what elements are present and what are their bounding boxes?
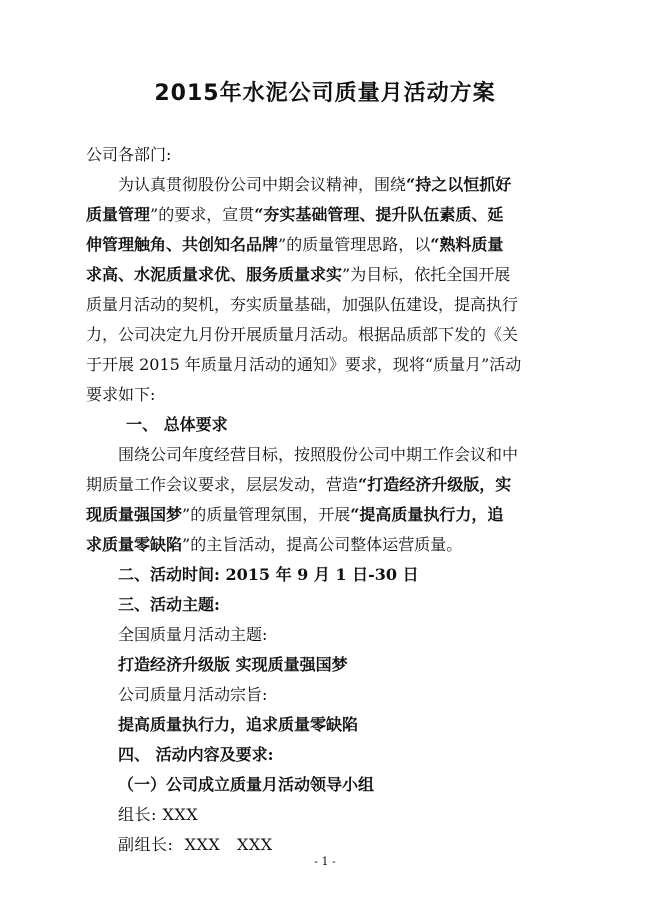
salutation: 公司各部门: (86, 145, 172, 164)
section-2-heading: 二、活动时间: 2015 年 9 月 1 日-30 日 (118, 565, 419, 584)
bold-text-run: “熟料质量 (430, 235, 504, 254)
section-1-heading: 一、 总体要求 (126, 415, 228, 434)
text-run: 期质量工作会议要求，层层发动，营造 (86, 475, 359, 494)
intro-line-3 (86, 230, 566, 260)
bold-text-run: “打造经济升级版，实 (358, 475, 512, 494)
text-run: ”的要求，宣贯 (150, 205, 255, 224)
text-run: ”的质量管理思路，以 (278, 235, 431, 254)
intro-line-8: 要求如下: (86, 385, 156, 404)
purpose-value: 提高质量执行力，追求质量零缺陷 (118, 715, 359, 734)
intro-line-1 (86, 170, 566, 200)
document-title: 2015年水泥公司质量月活动方案 (154, 81, 496, 106)
bold-text-run: 求质量零缺陷 (86, 535, 183, 554)
text-run: ”为目标，依托全国开展 (342, 265, 511, 284)
document-body (86, 140, 566, 860)
bold-text-run: 求高、水泥质量求优、服务质量求实 (86, 265, 343, 284)
intro-line-5: 质量月活动的契机，夯实质量基础，加强队伍建设，提高执行 (86, 295, 519, 314)
theme-value: 打造经济升级版 实现质量强国梦 (118, 655, 348, 674)
leader-line: 组长: XXX (118, 805, 199, 824)
section-1-line-1: 围绕公司年度经营目标，按照股份公司中期工作会议和中 (118, 445, 519, 464)
section-1-line-2 (86, 470, 566, 500)
bold-text-run: “提高质量执行力，追 (350, 505, 504, 524)
intro-line-4 (86, 260, 566, 290)
section-1-line-4 (86, 530, 566, 560)
intro-line-7: 于开展 2015 年质量月活动的通知》要求，现将“质量月”活动 (86, 355, 522, 374)
bold-text-run: 质量管理 (86, 205, 151, 224)
text-run: 为认真贯彻股份公司中期会议精神，围绕 (118, 175, 407, 194)
bold-text-run: “夯实基础管理、提升队伍素质、延 (254, 205, 504, 224)
theme-label: 全国质量月活动主题: (118, 625, 268, 644)
section-4-heading: 四、 活动内容及要求: (118, 745, 274, 764)
bold-text-run: 伸管理触角、共创知名品牌 (86, 235, 279, 254)
text-run: ”的质量管理氛围，开展 (182, 505, 351, 524)
deputy-leader-line: 副组长: XXX XXX (118, 835, 273, 854)
intro-line-6: 力，公司决定九月份开展质量月活动。根据品质部下发的《关 (86, 325, 519, 344)
page-number: - 1 - (314, 855, 336, 868)
bold-text-run: “持之以恒抓好 (406, 175, 512, 194)
text-run: ”的主旨活动，提高公司整体运营质量。 (182, 535, 463, 554)
bold-text-run: 现质量强国梦 (86, 505, 183, 524)
section-3-heading: 三、活动主题: (118, 595, 220, 614)
purpose-label: 公司质量月活动宗旨: (118, 685, 268, 704)
subsection-1-heading: （一）公司成立质量月活动领导小组 (118, 775, 375, 794)
intro-line-2 (86, 200, 566, 230)
section-1-line-3 (86, 500, 566, 530)
